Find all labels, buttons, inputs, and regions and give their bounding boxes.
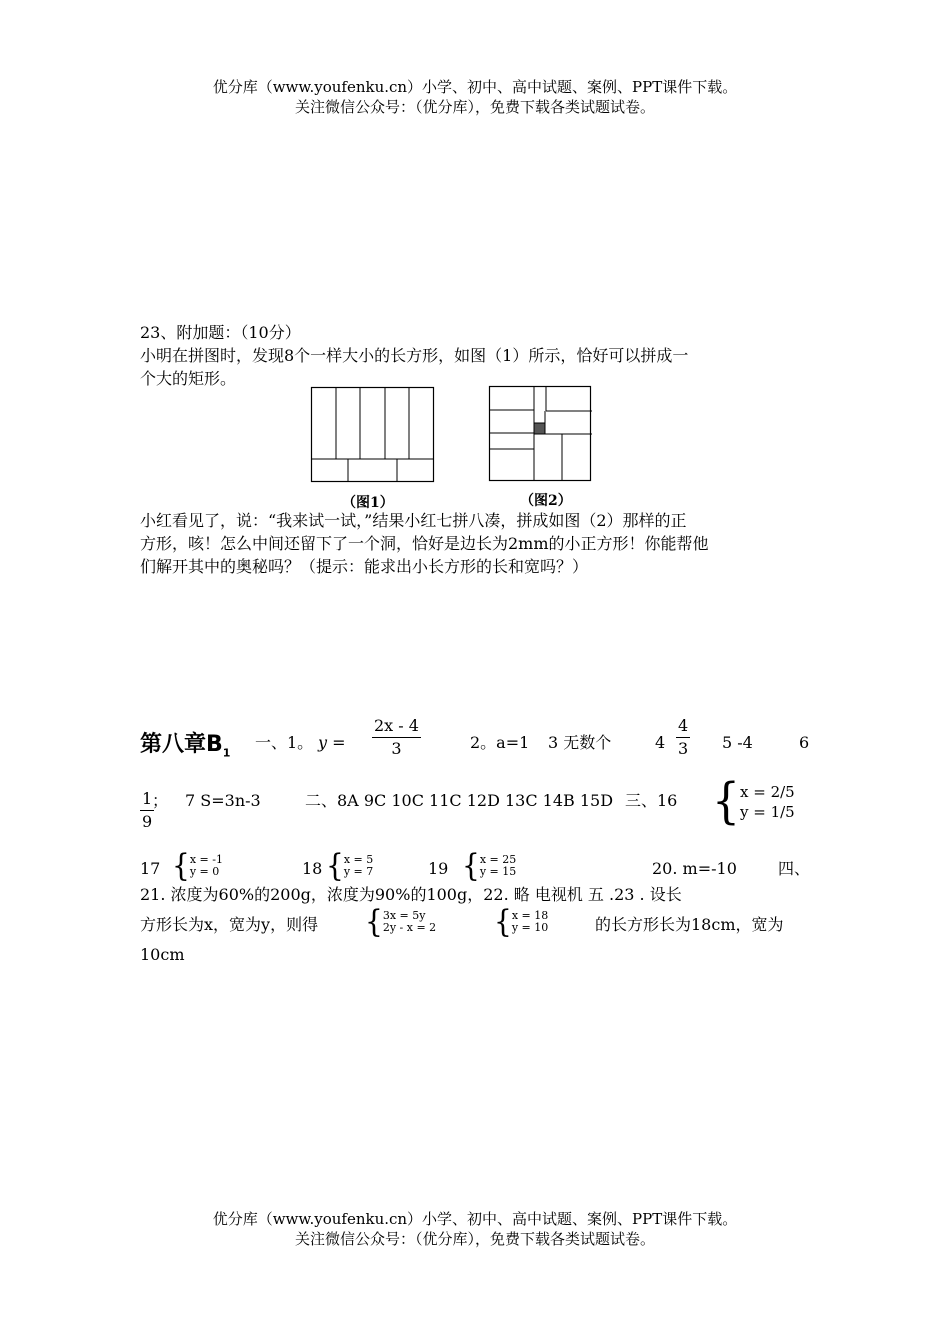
answer-16-x: x = 2/5 — [740, 783, 795, 801]
answer-19-label: 19 — [428, 859, 449, 878]
answer-1-prefix: 一、1。 — [255, 733, 314, 752]
footer-line-1: 优分库（www.youfenku.cn）小学、初中、高中试题、案例、PPT课件下载。 — [212, 1210, 738, 1228]
figure-1-caption: （图1） — [342, 495, 394, 511]
problem-text-4: 方形，咳！怎么中间还留下了一个洞，恰好是边长为2mm的小正方形！你能帮他 — [140, 534, 709, 553]
answer-5: 5 -4 — [722, 733, 753, 752]
answer-23-equations: { 3x = 5y 2y - x = 2 — [365, 903, 437, 940]
footer-line-2: 关注微信公众号：（优分库），免费下载各类试题试卷。 — [294, 1230, 655, 1248]
answer-18-x: x = 5 — [343, 853, 374, 866]
figure-2-caption: （图2） — [520, 493, 572, 509]
problem-text-2: 个大的矩形。 — [140, 369, 237, 388]
answer-3: 3 无数个 — [548, 733, 612, 752]
answer-4-prefix: 4 — [655, 733, 666, 752]
header-line-1: 优分库（www.youfenku.cn）小学、初中、高中试题、案例、PPT课件下载。 — [212, 78, 738, 96]
figure-2 — [488, 385, 594, 483]
section-2-answers: 二、8A 9C 10C 11C 12D 13C 14B 15D — [305, 791, 614, 810]
answer-23-solution: { x = 18 y = 10 — [494, 903, 549, 940]
answer-1-y: y = — [318, 733, 346, 752]
answer-1-fraction — [372, 715, 421, 760]
answer-6-prefix: 6 — [799, 733, 810, 752]
problem-text-5: 们解开其中的奥秘吗？（提示：能求出小长方形的长和宽吗？） — [140, 557, 589, 576]
section-4-label: 四、 — [778, 859, 811, 878]
figure-1 — [310, 386, 436, 484]
answer-19-system: { x = 25 y = 15 — [462, 847, 517, 884]
answer-18-y: y = 7 — [343, 865, 374, 878]
answer-16-system: { x = 2/5 y = 1/5 — [712, 773, 795, 830]
answer-17-x: x = -1 — [189, 853, 223, 866]
answer-18-system: { x = 5 y = 7 — [326, 847, 374, 884]
answer-16-y: y = 1/5 — [740, 803, 795, 821]
answer-17-label: 17 — [140, 859, 161, 878]
answer-4-fraction — [676, 715, 690, 760]
answer-20: 20. m=-10 — [652, 859, 737, 878]
section-3-label: 三、16 — [625, 791, 678, 810]
answer-19-x: x = 25 — [479, 853, 517, 866]
answer-23-sol-x: x = 18 — [511, 909, 549, 922]
problem-title: 23、附加题：（10分） — [140, 323, 301, 342]
answer-6-numerator: 1 — [142, 789, 153, 808]
problem-text-3: 小红看见了，说：“我来试一试，”结果小红七拼八凑，拼成如图（2）那样的正 — [140, 511, 687, 530]
answer-23-eq1: 3x = 5y — [382, 909, 426, 922]
header-line-2: 关注微信公众号：（优分库），免费下载各类试题试卷。 — [294, 98, 655, 116]
answer-7: 7 S=3n-3 — [185, 791, 261, 810]
answer-6-denominator: 9 — [142, 812, 153, 831]
answer-19-y: y = 15 — [479, 865, 517, 878]
answer-17-system: { x = -1 y = 0 — [172, 847, 223, 884]
answer-4-denominator: 3 — [678, 739, 689, 758]
answer-18-label: 18 — [302, 859, 323, 878]
answer-23-end: 10cm — [140, 945, 185, 964]
answer-6-suffix: ； — [152, 791, 169, 810]
answer-23-sol-y: y = 10 — [511, 921, 549, 934]
problem-text-1: 小明在拼图时，发现8个一样大小的长方形，如图（1）所示，恰好可以拼成一 — [140, 346, 689, 365]
answer-21-22: 21. 浓度为60%的200g，浓度为90%的100g，22. 略 电视机 五 .23 . 设长 — [140, 885, 682, 904]
chapter-title: 第八章$B_1$ — [140, 732, 231, 760]
answer-2: 2。a=1 — [470, 733, 530, 752]
answer-4-numerator: 4 — [676, 715, 690, 738]
answer-23-eq2: 2y - x = 2 — [382, 921, 437, 934]
answer-23-result: 的长方形长为18cm，宽为 — [595, 915, 784, 934]
answer-23-text-a: 方形长为x，宽为y，则得 — [140, 915, 319, 934]
answer-17-y: y = 0 — [189, 865, 220, 878]
answer-1-denominator: 3 — [391, 739, 402, 758]
answer-1-numerator: 2x - 4 — [372, 715, 421, 738]
